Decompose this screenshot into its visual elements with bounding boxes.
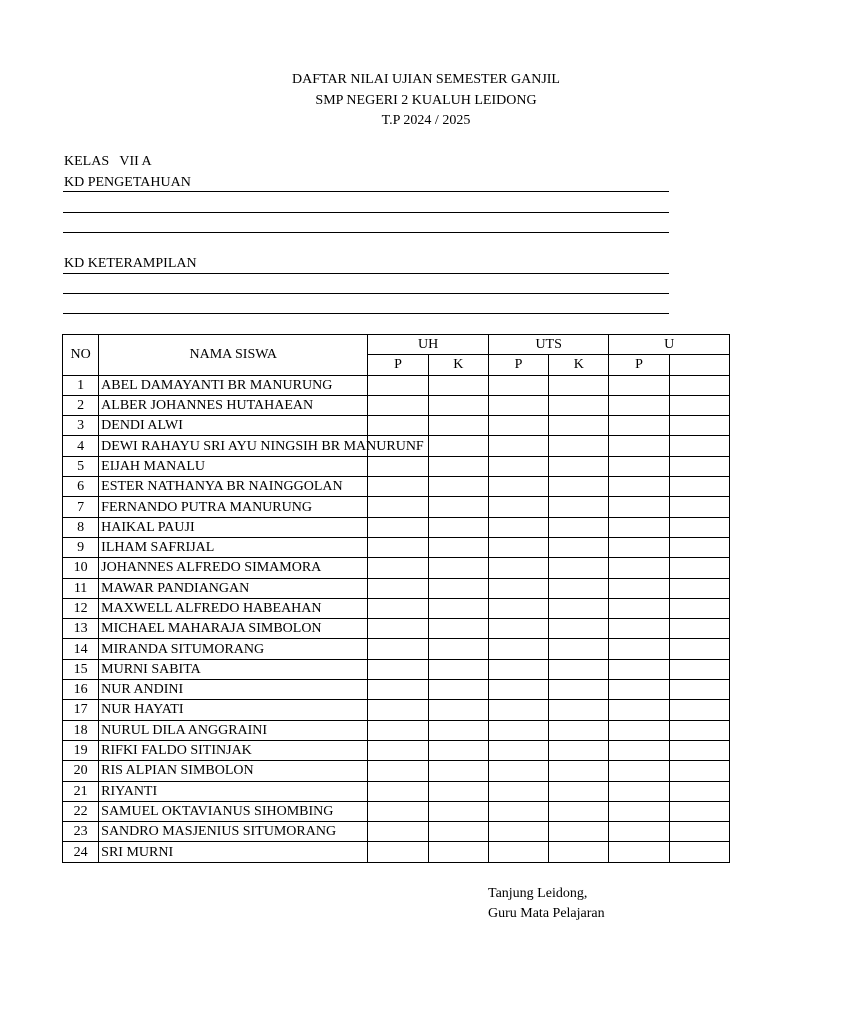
grade-cell[interactable] [428, 761, 488, 781]
grade-cell[interactable] [488, 395, 548, 415]
sub-header-p: P [368, 355, 428, 375]
grade-cell[interactable] [488, 416, 548, 436]
table-row [63, 619, 730, 639]
grade-cell[interactable] [669, 375, 729, 395]
student-name: ILHAM SAFRIJAL [99, 537, 368, 557]
table-row [63, 680, 730, 700]
table-row [63, 781, 730, 801]
grade-cell[interactable] [488, 761, 548, 781]
grade-cell[interactable] [669, 395, 729, 415]
grade-cell[interactable] [488, 537, 548, 557]
grade-cell[interactable] [428, 822, 488, 842]
grade-cell[interactable] [669, 659, 729, 679]
grade-cell[interactable] [368, 619, 428, 639]
student-name: NUR ANDINI [99, 680, 368, 700]
grade-cell[interactable] [488, 558, 548, 578]
grade-cell[interactable] [368, 578, 428, 598]
grade-cell[interactable] [428, 395, 488, 415]
student-name: ESTER NATHANYA BR NAINGGOLAN [99, 477, 368, 497]
grade-cell[interactable] [609, 537, 669, 557]
grade-cell[interactable] [669, 436, 729, 456]
grade-cell[interactable] [428, 477, 488, 497]
grade-cell[interactable] [549, 416, 609, 436]
student-name: MIRANDA SITUMORANG [99, 639, 368, 659]
grade-cell[interactable] [669, 761, 729, 781]
grade-cell[interactable] [488, 781, 548, 801]
grade-cell[interactable] [428, 375, 488, 395]
grade-cell[interactable] [669, 801, 729, 821]
row-number: 16 [63, 680, 99, 700]
grade-cell[interactable] [549, 517, 609, 537]
kd-pengetahuan-line-3 [63, 232, 669, 233]
grade-cell[interactable] [609, 375, 669, 395]
grade-cell[interactable] [428, 416, 488, 436]
grade-cell[interactable] [669, 842, 729, 862]
grade-cell[interactable] [488, 822, 548, 842]
table-row [63, 842, 730, 862]
grade-cell[interactable] [549, 537, 609, 557]
grade-cell[interactable] [549, 619, 609, 639]
grade-cell[interactable] [609, 497, 669, 517]
student-name: ALBER JOHANNES HUTAHAEAN [99, 395, 368, 415]
signature-place: Tanjung Leidong, [488, 886, 588, 901]
grade-cell[interactable] [549, 842, 609, 862]
grade-cell[interactable] [549, 761, 609, 781]
grade-cell[interactable] [368, 761, 428, 781]
row-number: 1 [63, 375, 99, 395]
grade-cell[interactable] [428, 781, 488, 801]
row-number: 5 [63, 456, 99, 476]
grade-cell[interactable] [368, 801, 428, 821]
row-number: 20 [63, 761, 99, 781]
grade-cell[interactable] [488, 680, 548, 700]
grade-cell[interactable] [428, 639, 488, 659]
table-row [63, 639, 730, 659]
table-row [63, 477, 730, 497]
grade-cell[interactable] [368, 598, 428, 618]
grade-cell[interactable] [549, 680, 609, 700]
grade-cell[interactable] [368, 680, 428, 700]
row-number: 7 [63, 497, 99, 517]
grade-cell[interactable] [609, 720, 669, 740]
grade-cell[interactable] [368, 659, 428, 679]
grade-cell[interactable] [428, 436, 488, 456]
table-row [63, 700, 730, 720]
doc-title: DAFTAR NILAI UJIAN SEMESTER GANJIL [292, 72, 560, 87]
row-number: 3 [63, 416, 99, 436]
grade-cell[interactable] [488, 639, 548, 659]
student-name: SRI MURNI [99, 842, 368, 862]
row-number: 12 [63, 598, 99, 618]
grade-cell[interactable] [549, 456, 609, 476]
sub-header-k: K [428, 355, 488, 375]
kd-keterampilan-label: KD KETERAMPILAN [64, 256, 197, 271]
sub-header-k: K [549, 355, 609, 375]
signature-role: Guru Mata Pelajaran [488, 906, 605, 921]
grade-cell[interactable] [609, 740, 669, 760]
grade-cell[interactable] [428, 619, 488, 639]
grade-cell[interactable] [488, 720, 548, 740]
grade-cell[interactable] [428, 680, 488, 700]
row-number: 24 [63, 842, 99, 862]
table-row [63, 456, 730, 476]
grade-cell[interactable] [488, 801, 548, 821]
table-row [63, 537, 730, 557]
kd-keterampilan-line-2 [63, 293, 669, 294]
kd-keterampilan-line-1 [63, 273, 669, 274]
table-row [63, 659, 730, 679]
grade-cell[interactable] [368, 639, 428, 659]
student-name: RIS ALPIAN SIMBOLON [99, 761, 368, 781]
student-name: MAXWELL ALFREDO HABEAHAN [99, 598, 368, 618]
grade-cell[interactable] [549, 822, 609, 842]
group-u-header: U [609, 335, 730, 355]
grade-cell[interactable] [428, 598, 488, 618]
grade-cell[interactable] [488, 517, 548, 537]
table-row [63, 578, 730, 598]
table-row [63, 761, 730, 781]
grade-cell[interactable] [549, 801, 609, 821]
col-no-header: NO [63, 335, 99, 376]
student-name: NUR HAYATI [99, 700, 368, 720]
grade-cell[interactable] [549, 740, 609, 760]
table-row [63, 436, 730, 456]
row-number: 19 [63, 740, 99, 760]
row-number: 17 [63, 700, 99, 720]
grade-cell[interactable] [609, 822, 669, 842]
table-row [63, 497, 730, 517]
grade-cell[interactable] [669, 537, 729, 557]
grade-cell[interactable] [488, 619, 548, 639]
table-row [63, 598, 730, 618]
row-number: 11 [63, 578, 99, 598]
grade-cell[interactable] [368, 517, 428, 537]
grade-cell[interactable] [368, 395, 428, 415]
grade-cell[interactable] [669, 598, 729, 618]
grade-cell[interactable] [549, 395, 609, 415]
grade-cell[interactable] [549, 375, 609, 395]
grade-cell[interactable] [368, 477, 428, 497]
grade-cell[interactable] [609, 761, 669, 781]
grade-cell[interactable] [428, 456, 488, 476]
grade-cell[interactable] [368, 842, 428, 862]
grade-cell[interactable] [669, 619, 729, 639]
table-row [63, 375, 730, 395]
student-name: SAMUEL OKTAVIANUS SIHOMBING [99, 801, 368, 821]
grade-cell[interactable] [488, 375, 548, 395]
row-number: 8 [63, 517, 99, 537]
grade-table [62, 334, 730, 863]
grade-cell[interactable] [488, 497, 548, 517]
grade-cell[interactable] [669, 639, 729, 659]
table-row [63, 416, 730, 436]
grade-cell[interactable] [609, 842, 669, 862]
grade-cell[interactable] [549, 781, 609, 801]
grade-cell[interactable] [488, 598, 548, 618]
student-name: DENDI ALWI [99, 416, 368, 436]
row-number: 6 [63, 477, 99, 497]
grade-cell[interactable] [609, 781, 669, 801]
table-row [63, 395, 730, 415]
table-row [63, 517, 730, 537]
table-row [63, 720, 730, 740]
grade-cell[interactable] [609, 578, 669, 598]
grade-cell[interactable] [549, 639, 609, 659]
student-name: MURNI SABITA [99, 659, 368, 679]
row-number: 22 [63, 801, 99, 821]
grade-cell[interactable] [669, 720, 729, 740]
row-number: 23 [63, 822, 99, 842]
grade-cell[interactable] [488, 842, 548, 862]
grade-cell[interactable] [488, 436, 548, 456]
row-number: 10 [63, 558, 99, 578]
grade-cell[interactable] [549, 497, 609, 517]
grade-cell[interactable] [368, 822, 428, 842]
grade-cell[interactable] [488, 700, 548, 720]
kd-pengetahuan-label: KD PENGETAHUAN [64, 175, 191, 190]
grade-cell[interactable] [488, 456, 548, 476]
school-year: T.P 2024 / 2025 [381, 113, 471, 128]
kd-pengetahuan-line-1 [63, 191, 669, 192]
grade-cell[interactable] [368, 740, 428, 760]
class-label: KELAS VII A [64, 154, 152, 169]
group-uh-header: UH [368, 335, 489, 355]
grade-cell[interactable] [549, 720, 609, 740]
kd-pengetahuan-line-2 [63, 212, 669, 213]
row-number: 15 [63, 659, 99, 679]
grade-cell[interactable] [428, 497, 488, 517]
student-name: MICHAEL MAHARAJA SIMBOLON [99, 619, 368, 639]
grade-cell[interactable] [428, 537, 488, 557]
grade-cell[interactable] [669, 578, 729, 598]
sub-header-p: P [609, 355, 669, 375]
grade-cell[interactable] [609, 598, 669, 618]
grade-cell[interactable] [368, 497, 428, 517]
grade-cell[interactable] [669, 456, 729, 476]
grade-cell[interactable] [669, 497, 729, 517]
table-row [63, 740, 730, 760]
row-number: 4 [63, 436, 99, 456]
row-number: 14 [63, 639, 99, 659]
grade-cell[interactable] [669, 416, 729, 436]
row-number: 2 [63, 395, 99, 415]
grade-cell[interactable] [368, 781, 428, 801]
student-name: ABEL DAMAYANTI BR MANURUNG [99, 375, 368, 395]
student-name: MAWAR PANDIANGAN [99, 578, 368, 598]
grade-cell[interactable] [609, 477, 669, 497]
grade-cell[interactable] [609, 456, 669, 476]
table-row [63, 558, 730, 578]
student-name: EIJAH MANALU [99, 456, 368, 476]
row-number: 21 [63, 781, 99, 801]
grade-cell[interactable] [428, 740, 488, 760]
row-number: 13 [63, 619, 99, 639]
grade-cell[interactable] [669, 680, 729, 700]
grade-cell[interactable] [428, 659, 488, 679]
grade-cell[interactable] [549, 598, 609, 618]
grade-cell[interactable] [609, 558, 669, 578]
row-number: 9 [63, 537, 99, 557]
student-name: RIYANTI [99, 781, 368, 801]
grade-cell[interactable] [488, 740, 548, 760]
grade-cell[interactable] [549, 659, 609, 679]
sub-header-p: P [488, 355, 548, 375]
grade-cell[interactable] [669, 558, 729, 578]
col-nama-header: NAMA SISWA [99, 335, 368, 376]
grade-cell[interactable] [549, 578, 609, 598]
grade-cell[interactable] [609, 659, 669, 679]
grade-cell[interactable] [428, 700, 488, 720]
group-uts-header: UTS [488, 335, 609, 355]
grade-cell[interactable] [609, 395, 669, 415]
grade-cell[interactable] [488, 477, 548, 497]
school-name: SMP NEGERI 2 KUALUH LEIDONG [315, 93, 537, 108]
student-name: JOHANNES ALFREDO SIMAMORA [99, 558, 368, 578]
table-row [63, 801, 730, 821]
grade-cell[interactable] [669, 822, 729, 842]
kd-keterampilan-line-3 [63, 313, 669, 314]
grade-cell[interactable] [488, 659, 548, 679]
grade-cell[interactable] [549, 477, 609, 497]
grade-cell[interactable] [368, 416, 428, 436]
grade-cell[interactable] [609, 639, 669, 659]
grade-cell[interactable] [609, 619, 669, 639]
grade-cell[interactable] [609, 801, 669, 821]
grade-cell[interactable] [669, 700, 729, 720]
grade-cell[interactable] [428, 842, 488, 862]
grade-cell[interactable] [549, 558, 609, 578]
grade-cell[interactable] [428, 578, 488, 598]
student-name: NURUL DILA ANGGRAINI [99, 720, 368, 740]
grade-cell[interactable] [368, 700, 428, 720]
row-number: 18 [63, 720, 99, 740]
grade-cell[interactable] [428, 558, 488, 578]
grade-table-wrapper [62, 334, 675, 864]
grade-cell[interactable] [549, 436, 609, 456]
student-name: FERNANDO PUTRA MANURUNG [99, 497, 368, 517]
student-name: DEWI RAHAYU SRI AYU NINGSIH BR MANURUNF [99, 436, 368, 456]
grade-cell[interactable] [669, 740, 729, 760]
grade-cell[interactable] [669, 517, 729, 537]
grade-cell[interactable] [488, 578, 548, 598]
grade-cell[interactable] [609, 436, 669, 456]
grade-cell[interactable] [368, 375, 428, 395]
grade-cell[interactable] [368, 456, 428, 476]
grade-cell[interactable] [368, 537, 428, 557]
student-name: RIFKI FALDO SITINJAK [99, 740, 368, 760]
grade-cell[interactable] [669, 781, 729, 801]
grade-cell[interactable] [609, 416, 669, 436]
grade-cell[interactable] [549, 700, 609, 720]
grade-cell[interactable] [609, 700, 669, 720]
grade-cell[interactable] [669, 477, 729, 497]
grade-cell[interactable] [368, 720, 428, 740]
grade-cell[interactable] [428, 517, 488, 537]
grade-cell[interactable] [609, 517, 669, 537]
grade-cell[interactable] [428, 720, 488, 740]
student-name: HAIKAL PAUJI [99, 517, 368, 537]
grade-cell[interactable] [428, 801, 488, 821]
sub-header-blank [669, 355, 729, 375]
grade-cell[interactable] [368, 558, 428, 578]
student-name: SANDRO MASJENIUS SITUMORANG [99, 822, 368, 842]
grade-cell[interactable] [609, 680, 669, 700]
table-row [63, 822, 730, 842]
